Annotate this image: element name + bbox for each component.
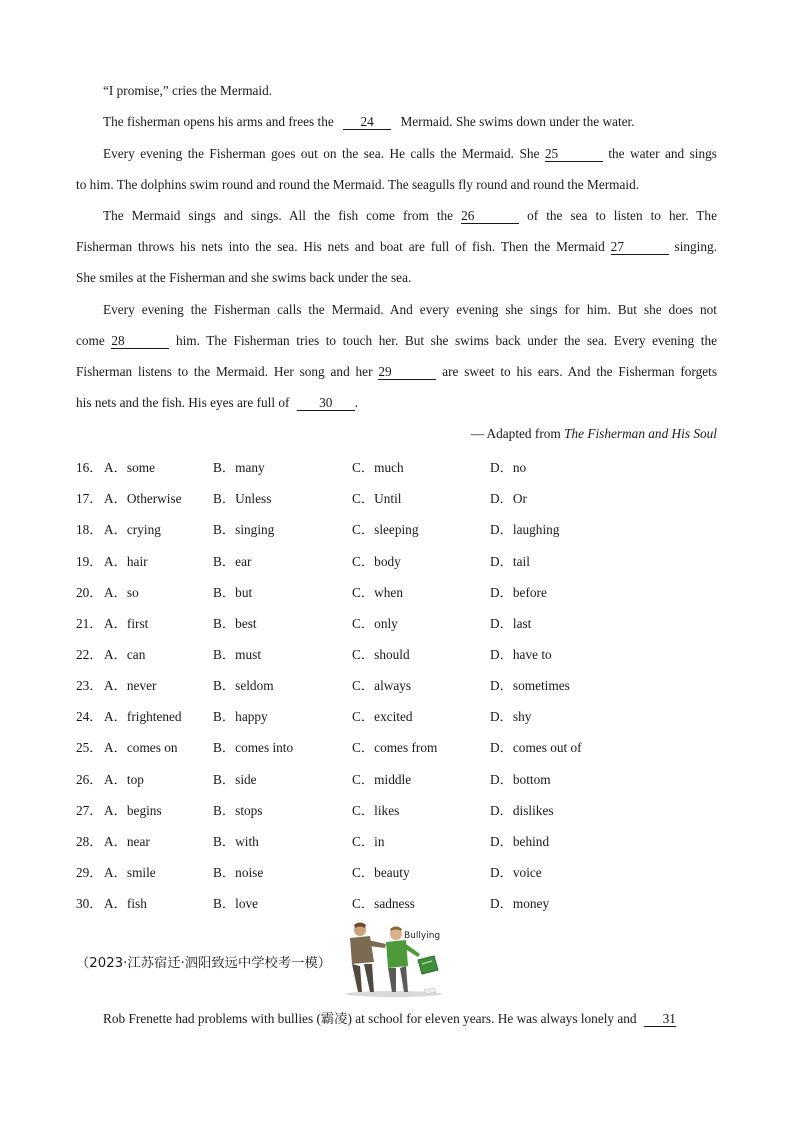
- question-number: 19．: [76, 553, 103, 569]
- blank-30: 30: [297, 396, 355, 411]
- option-d: D．sometimes: [490, 678, 570, 693]
- text: him. The Fisherman tries to touch her. But she swims back under the sea. Every evening the: [175, 333, 717, 348]
- option-b: B．singing: [213, 522, 275, 538]
- option-b: B．seldom: [213, 678, 274, 693]
- option-c: C．much: [352, 460, 404, 475]
- option-a: A．comes on: [104, 740, 178, 756]
- option-b: B．side: [213, 771, 257, 787]
- text: Every evening the Fisherman goes out on the sea. He calls the Mermaid. She: [103, 146, 540, 161]
- option-c: C．beauty: [352, 865, 410, 880]
- option-d: D．Or: [490, 491, 527, 507]
- text: The fisherman opens his arms and frees the: [103, 114, 334, 129]
- passage-line: [76, 363, 717, 381]
- option-c: C．likes: [352, 802, 400, 818]
- option-d: D．before: [490, 584, 547, 600]
- question-number: 23．: [76, 678, 103, 693]
- option-c: C．always: [352, 678, 412, 693]
- question-number: 22．: [76, 646, 103, 662]
- blank-24: 24: [343, 115, 391, 130]
- option-c: C．body: [352, 553, 401, 569]
- option-d: D．money: [490, 896, 550, 912]
- text: are sweet to his ears. And the Fisherman forgets: [442, 364, 718, 379]
- passage-line: [103, 1010, 676, 1028]
- option-a: A．smile: [104, 865, 156, 880]
- option-c: C．comes from: [352, 740, 438, 756]
- passage-credit: [471, 426, 717, 442]
- option-d: D．laughing: [490, 522, 560, 538]
- option-a: A．so: [104, 584, 139, 600]
- option-b: B．happy: [213, 709, 268, 725]
- option-c: C．sadness: [352, 896, 415, 912]
- blank-25: 25: [545, 147, 603, 162]
- question-number: 27．: [76, 802, 103, 818]
- passage-line: [76, 394, 358, 412]
- option-b: B．ear: [213, 553, 252, 569]
- blank-31: 31: [644, 1012, 676, 1027]
- text: Fisherman throws his nets into the sea. His nets and boat are full of fish. Then the Mermaid: [76, 239, 605, 254]
- question-number: 26．: [76, 771, 103, 787]
- option-c: C．excited: [352, 709, 413, 725]
- option-d: D．bottom: [490, 771, 551, 787]
- option-a: A．Otherwise: [104, 491, 182, 507]
- option-b: B．Unless: [213, 491, 272, 507]
- question-number: 16．: [76, 460, 103, 475]
- passage-line: Every evening the Fisherman calls the Mermaid. And every evening she sings for him. But she does not: [103, 302, 717, 317]
- option-c: C．Until: [352, 491, 402, 507]
- option-b: B．stops: [213, 802, 263, 818]
- option-b: B．comes into: [213, 740, 294, 756]
- question-number: 28．: [76, 833, 103, 849]
- option-a: A．never: [104, 678, 157, 693]
- passage-line: [76, 238, 717, 256]
- text: Fisherman listens to the Mermaid. Her song and her: [76, 364, 373, 379]
- option-c: C．sleeping: [352, 522, 419, 538]
- text: of the sea to listen to her. The: [527, 208, 717, 223]
- option-b: B．but: [213, 584, 253, 600]
- passage-line: [76, 332, 717, 350]
- credit-prefix: — Adapted from: [470, 426, 561, 441]
- option-b: B．best: [213, 615, 257, 631]
- illustration-label: Bullying: [404, 931, 441, 941]
- option-a: A．crying: [104, 522, 161, 538]
- option-c: C．in: [352, 833, 385, 849]
- option-b: B．with: [213, 833, 259, 849]
- text: the water and sings: [608, 146, 717, 161]
- passage-line: [103, 207, 717, 225]
- option-d: D．last: [490, 615, 532, 631]
- option-b: B．love: [213, 896, 259, 912]
- question-number: 29．: [76, 865, 103, 880]
- option-c: C．when: [352, 584, 403, 600]
- bullying-cartoon-icon: [338, 920, 450, 998]
- question-number: 24．: [76, 709, 103, 725]
- option-a: A．fish: [104, 896, 147, 912]
- option-d: D．no: [490, 460, 527, 475]
- option-a: A．begins: [104, 802, 162, 818]
- text: .: [354, 395, 359, 410]
- option-d: D．have to: [490, 646, 552, 662]
- option-b: B．noise: [213, 865, 264, 880]
- passage-line: She smiles at the Fisherman and she swims back under the sea.: [76, 270, 412, 285]
- text: Rob Frenette had problems with bullies (霸凌) at school for eleven years. He was always lonely and: [103, 1011, 637, 1026]
- question-number: 30．: [76, 896, 103, 912]
- option-b: B．must: [213, 646, 262, 662]
- option-c: C．only: [352, 615, 398, 631]
- question-number: 17．: [76, 491, 103, 507]
- bullying-illustration: [338, 920, 450, 998]
- blank-29: 29: [378, 365, 436, 380]
- option-b: B．many: [213, 460, 265, 475]
- option-d: D．shy: [490, 709, 532, 725]
- passage-line: to him. The dolphins swim round and round the Mermaid. The seagulls fly round and round the Mermaid.: [76, 177, 640, 192]
- option-c: C．should: [352, 646, 410, 662]
- option-d: D．comes out of: [490, 740, 582, 756]
- option-a: A．frightened: [104, 709, 182, 725]
- option-a: A．some: [104, 460, 155, 475]
- blank-27: 27: [611, 240, 669, 255]
- text: Mermaid. She swims down under the water.: [400, 114, 635, 129]
- question-number: 18．: [76, 522, 103, 538]
- text: come: [76, 333, 105, 348]
- option-d: D．dislikes: [490, 802, 554, 818]
- option-d: D．tail: [490, 553, 530, 569]
- text: singing.: [674, 239, 717, 254]
- question-source: （2023·江苏宿迁·泗阳致远中学校考一模）: [76, 956, 332, 971]
- question-number: 20．: [76, 584, 103, 600]
- option-a: A．near: [104, 833, 150, 849]
- option-a: A．can: [104, 646, 146, 662]
- option-d: D．voice: [490, 865, 542, 880]
- passage-line: “I promise,” cries the Mermaid.: [103, 83, 273, 98]
- blank-26: 26: [461, 209, 519, 224]
- option-a: A．top: [104, 771, 144, 787]
- question-number: 25．: [76, 740, 103, 756]
- option-c: C．middle: [352, 771, 412, 787]
- question-number: 21．: [76, 615, 103, 631]
- credit-title: The Fisherman and His Soul: [564, 426, 717, 441]
- passage-line: [103, 113, 635, 131]
- passage-line: [103, 145, 717, 163]
- text: The Mermaid sings and sings. All the fish come from the: [103, 208, 454, 223]
- option-a: A．hair: [104, 553, 148, 569]
- text: his nets and the fish. His eyes are full of: [76, 395, 290, 410]
- option-d: D．behind: [490, 833, 550, 849]
- blank-28: 28: [111, 334, 169, 349]
- option-a: A．first: [104, 615, 149, 631]
